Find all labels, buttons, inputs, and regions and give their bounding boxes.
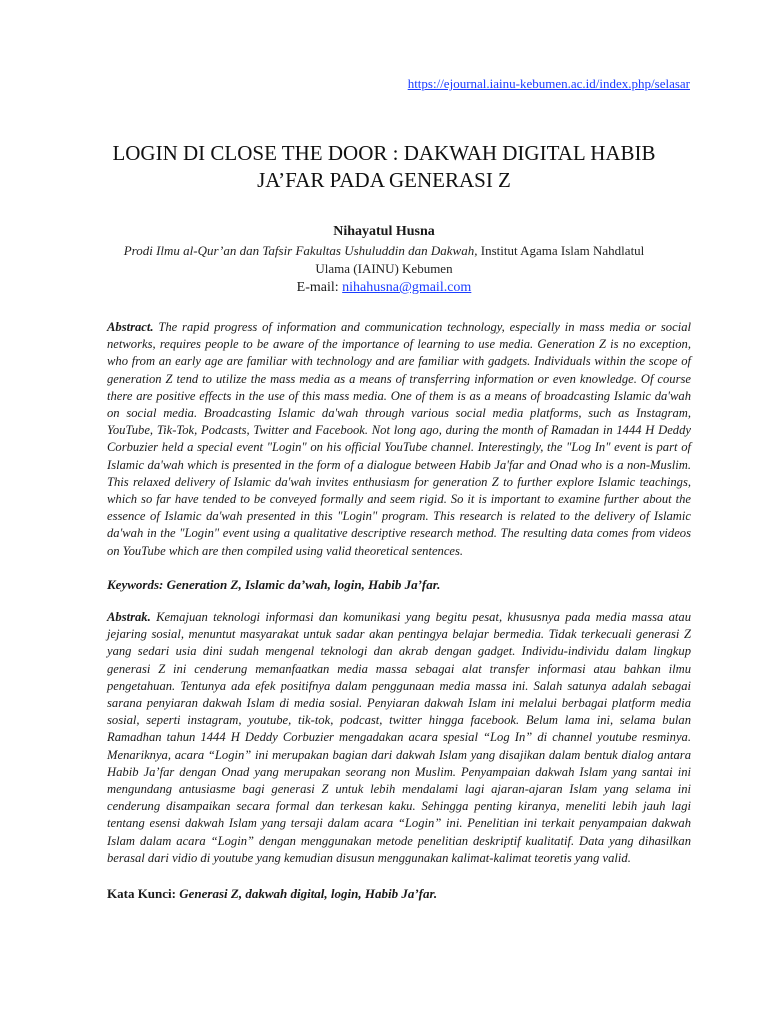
- author-name: Nihayatul Husna: [333, 224, 435, 239]
- email-link[interactable]: nihahusna@gmail.com: [342, 280, 472, 295]
- email-label: E-mail:: [296, 280, 343, 295]
- author-affiliation: [110, 242, 658, 278]
- abstract-en-text: The rapid progress of information and communication technology, especially in mass media or social networks, requires people to be aware of the importance of learning to use media. Generation Z is no exception, who from an early age are familiar with technology and are familiar with gadgets. Individuals within the scope of generation Z tend to utilize the mass media as a means of transferring information or even knowledge. Of course there are positive effects in the use of this mass media. One of them is as a means of broadcasting Islamic da'wah on social media. Broadcasting Islamic da'wah through various social media platforms, such as Instagram, YouTube, Tik-Tok, Podcasts, Twitter and Facebook. Not long ago, during the month of Ramadan in 1444 H Deddy Corbuzier held a special event "Login" on his official YouTube channel. Interestingly, the "Log In" event is part of Islamic da'wah which is presented in the form of a dialogue between Habib Ja'far and Onad who is a non-Muslim. This relaxed delivery of Islamic da'wah invites enthusiasm for generation Z to further explore Islamic teachings, which so far have tended to be conveyed formally and seem rigid. So it is important to examine further about the essence of Islamic da'wah presented in this "Login" program. This research is related to the delivery of Islamic da'wah in the "Login" event using a qualitative descriptive research method. The resulting data comes from videos on YouTube which are then compiled using valid theoretical sentences.: [107, 320, 691, 558]
- affiliation-prodi: Prodi: [123, 243, 153, 258]
- paper-title: LOGIN DI CLOSE THE DOOR : DAKWAH DIGITAL HABIB JA’FAR PADA GENERASI Z: [112, 141, 656, 192]
- abstract-indonesian: [107, 609, 691, 867]
- keywords-english: Keywords: Generation Z, Islamic da’wah, login, Habib Ja’far.: [107, 577, 441, 592]
- keywords-indonesian: [107, 886, 691, 902]
- author-email: [100, 280, 668, 296]
- affiliation-institution: Institut Agama Islam Nahdlatul Ulama (IAINU) Kebumen: [315, 243, 645, 276]
- abstract-english: [107, 319, 691, 560]
- abstract-id-text: Kemajuan teknologi informasi dan komunikasi yang begitu pesat, khususnya pada media massa atau jejaring sosial, menuntut masyarakat untuk sadar akan pentingya belajar bermedia. Tidak terkecuali generasi Z yang sedari usia dini sudah mengenal teknologi dan akrab dengan gadget. Individu-individu dalam lingkup generasi Z ini cenderung memanfaatkan media massa sebagai alat transfer informasi atau bahkan ilmu pengetahuan. Tentunya ada efek positifnya dalam penggunaan media massa ini. Salah satunya adalah sebagai sarana penyiaran dakwah Islam di media sosial. Penyiaran dakwah Islam ini melalui berbagai platform media sosial, seperti instagram, youtube, tik-tok, podcast, twitter hingga facebook. Belum lama ini, selama bulan Ramadhan tahun 1444 H Deddy Corbuzier mengadakan acara spesial “Log In” di channel youtube resminya. Menariknya, acara “Login” ini merupakan bagian dari dakwah Islam yang disajikan dalam bentuk dialog antara Habib Ja’far dengan Onad yang merupakan seorang non Muslim. Penyampaian dakwah Islam yang santai ini mengundang antusiasme bagi generasi Z untuk lebih mendalami lagi ajaran-ajaran Islam yang selama ini cenderung disampaikan secara formal dan terkesan kaku. Sehingga penting kiranya, meneliti lebih jauh lagi tentang esensi dakwah Islam yang tersaji dalam acara “Login” ini. Penelitian ini terkait penyampaian dakwah Islam dalam acara “Login” dengan menggunakan metode penelitian deskriptif kualitatif. Data yang dihasilkan berasal dari vidio di youtube yang kemudian disusun menggunakan kalimat-kalimat teoretis yang valid.: [107, 610, 691, 865]
- abstract-en-label: Abstract.: [107, 320, 154, 334]
- journal-url-link[interactable]: https://ejournal.iainu-kebumen.ac.id/index.php/selasar: [407, 76, 690, 91]
- abstract-id-label: Abstrak.: [107, 610, 151, 624]
- affiliation-dept: Ilmu al-Qur’an dan Tafsir Fakultas Ushuluddin dan Dakwah,: [152, 243, 478, 258]
- keywords-id-label: Kata Kunci:: [107, 886, 180, 901]
- keywords-id-text: Generasi Z, dakwah digital, login, Habib Ja’far.: [179, 886, 438, 901]
